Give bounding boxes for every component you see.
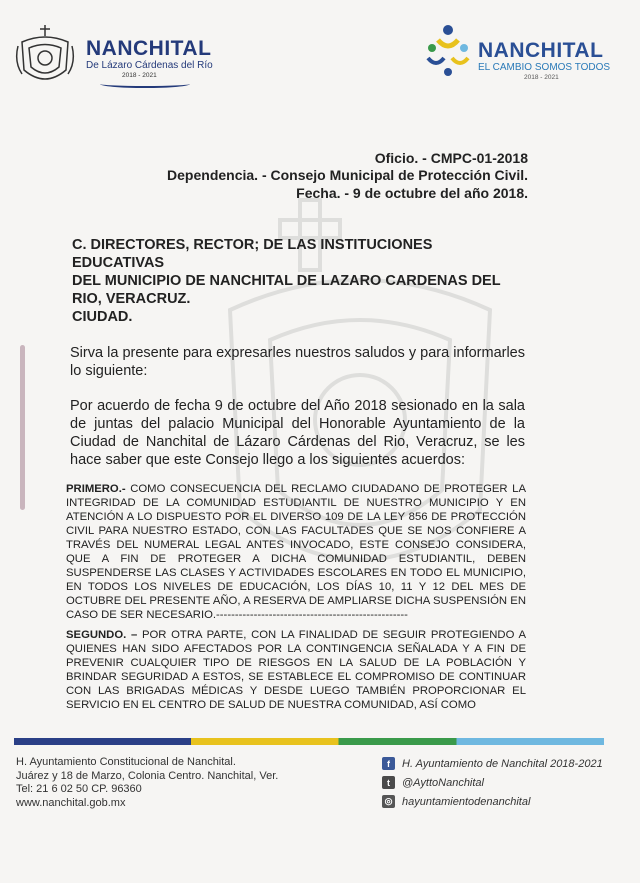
oficio-number: Oficio. - CMPC-01-2018 xyxy=(374,150,528,166)
addressee-line: DEL MUNICIPIO DE NANCHITAL DE LAZARO CARDENAS DEL xyxy=(72,273,501,289)
footer-contact xyxy=(16,756,278,810)
instagram-row[interactable] xyxy=(382,792,603,811)
people-logo-icon xyxy=(424,22,472,78)
agreement-paragraph: Por acuerdo de fecha 9 de octubre del Año 2018 sesionado en la sala de juntas del palacio Municipal del Honorable Ayuntamiento de la Ciudad de Nanchital de Lázaro Cárdenas del Rio, Veracruz, se les hace saber que este Consejo llego a los siguientes acuerdos: xyxy=(70,398,525,468)
footer-social xyxy=(382,754,603,811)
left-brand xyxy=(86,38,213,88)
left-brand-name: NANCHITAL xyxy=(86,37,212,60)
footer-color-stripe xyxy=(14,738,604,745)
municipal-seal-icon xyxy=(14,22,76,88)
clause-primero-label: PRIMERO.- xyxy=(66,483,126,495)
addressee xyxy=(72,236,522,326)
facebook-icon: f xyxy=(382,757,395,770)
footer-website[interactable]: www.nanchital.gob.mx xyxy=(16,796,126,809)
addressee-line: C. DIRECTORES, RECTOR; DE LAS INSTITUCIONES xyxy=(72,237,433,253)
instagram-handle[interactable]: hayuntamientodenanchital xyxy=(402,795,531,808)
facebook-row[interactable] xyxy=(382,754,603,773)
footer-address-2: Juárez y 18 de Marzo, Colonia Centro. Nanchital, Ver. xyxy=(16,769,279,782)
intro-paragraph: Sirva la presente para expresarles nuestros saludos y para informarles lo siguiente: xyxy=(70,345,525,379)
right-brand-subtitle: EL CAMBIO SOMOS TODOS xyxy=(478,62,611,73)
addressee-line: EDUCATIVAS xyxy=(72,255,165,271)
fecha: Fecha. - 9 de octubre del año 2018. xyxy=(296,185,528,201)
clause-primero xyxy=(66,482,526,622)
twitter-row[interactable] xyxy=(382,773,603,792)
instagram-icon: ◎ xyxy=(382,795,395,808)
twitter-handle[interactable]: @AyttoNanchital xyxy=(402,776,484,789)
left-brand-swoosh xyxy=(100,80,190,88)
addressee-line: RIO, VERACRUZ. xyxy=(72,291,191,307)
left-brand-years: 2018 - 2021 xyxy=(122,72,157,79)
clause-segundo-text: POR OTRA PARTE, CON LA FINALIDAD DE SEGUIR PROTEGIENDO A QUIENES HAN SIDO AFECTADOS POR LA CONTINGENCIA SEÑALADA Y A FIN DE PREVENIR CUALQUIER TIPO DE RIESGOS EN LA SALUD DE LA POBLACIÓN Y BRINDAR SEGURIDAD A ESTOS, SE ESTABLECE EL COMPROMISO DE CONTINUAR CON LAS BRIGADAS MÉDICAS Y DESDE LUEGO TAMBIÉN PROPORCIONAR EL SERVICIO EN EL CENTRO DE SALUD DE NUESTRA COMUNIDAD, ASÍ COMO xyxy=(66,629,526,711)
paper-mark xyxy=(20,345,25,510)
clause-segundo xyxy=(66,628,526,712)
clause-primero-text: COMO CONSECUENCIA DEL RECLAMO CIUDADANO DE PROTEGER LA INTEGRIDAD DE LA COMUNIDAD ESTUDIANTIL DE NUESTRO MUNICIPIO Y EN ATENCIÓN A LO DISPUESTO POR EL DIVERSO 109 DE LA LEY 856 DE PROTECCIÓN CIVIL PARA NUESTRO ESTADO, CON LAS FACULTADES QUE SE NOS CONFIERE A TRAVÉS DEL NUMERAL LEGAL ANTES INVOCADO, ESTE CONSEJO CONSIDERA, QUE A FIN DE PROTEGER A DICHA COMUNIDAD ESTUDIANTIL, DEBEN SUSPENDERSE LAS CLASES Y ACTIVIDADES ESCOLARES EN TODO EL MUNICIPIO, EN TODOS LOS NIVELES DE EDUCACIÓN, LOS DÍAS 10, 11 Y 12 DEL MES DE OCTUBRE DEL PRESENTE AÑO, A RESERVA DE AMPLIARSE DICHA SUSPENSIÓN EN CASO DE SER NECESARIO.--------------------------------------------------- xyxy=(66,483,526,621)
twitter-icon: t xyxy=(382,776,395,789)
right-brand-name: NANCHITAL xyxy=(478,39,604,62)
right-brand-years: 2018 - 2021 xyxy=(524,74,559,81)
left-brand-subtitle: De Lázaro Cárdenas del Río xyxy=(86,60,213,71)
addressee-line: CIUDAD. xyxy=(72,309,133,325)
clause-segundo-label: SEGUNDO. – xyxy=(66,629,138,641)
facebook-handle[interactable]: H. Ayuntamiento de Nanchital 2018-2021 xyxy=(402,757,603,770)
footer-phone: Tel: 21 6 02 50 CP. 96360 xyxy=(16,783,142,795)
right-brand xyxy=(478,40,610,82)
dependencia: Dependencia. - Consejo Municipal de Protección Civil. xyxy=(167,167,528,183)
footer-address-1: H. Ayuntamiento Constitucional de Nanchital. xyxy=(16,756,236,768)
